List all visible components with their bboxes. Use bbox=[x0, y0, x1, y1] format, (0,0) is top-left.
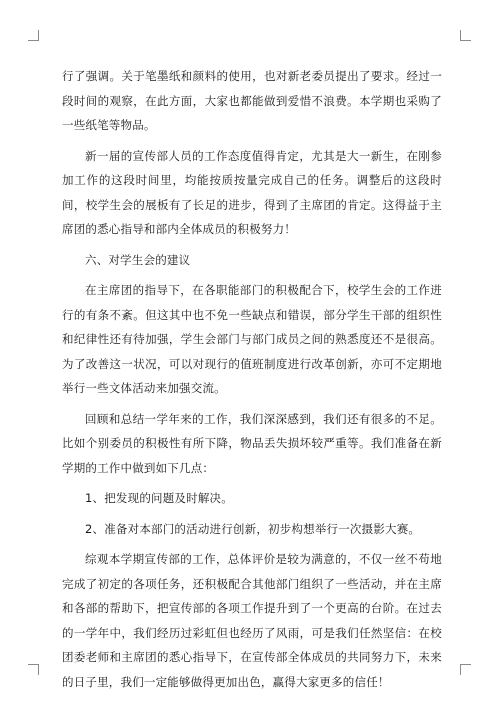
paragraph-review: 回顾和总结一学年来的工作，我们深深感到，我们还有很多的不足。比如个别委员的积极性有所下降，物品丢失损坏较严重等。我们准备在新学期的工作中做到如下几点： bbox=[62, 411, 442, 475]
list-item-2: 2、准备对本部门的活动进行创新，初步构想举行一次摄影大赛。 bbox=[85, 521, 421, 536]
document-body bbox=[62, 64, 442, 700]
section-heading-suggestions: 六、对学生会的建议 bbox=[85, 252, 191, 267]
list-item-1: 1、把发现的问题及时解决。 bbox=[85, 491, 233, 505]
paragraph-suggestions: 在主席团的指导下，在各职能部门的积极配合下，校学生会的工作进行的有条不紊。但这其中也不免一些缺点和错误，部分学生干部的组织性和纪律性还有待加强，学生会部门与部门成员之间的熟悉度还不是很高。为了改善这一状况，可以对现行的值班制度进行改革创新，亦可不定期地举行一些文体活动来加强交流。 bbox=[62, 283, 442, 395]
crop-mark-bottom-right bbox=[460, 664, 471, 675]
paragraph-continued-intro: 行了强调。关于笔墨纸和颜料的使用，也对新老委员提出了要求。经过一段时间的观察，在此方面，大家也都能做到爱惜不浪费。本学期也采购了一些纸笔等物品。 bbox=[62, 69, 442, 132]
crop-mark-bottom-left bbox=[28, 664, 39, 675]
crop-mark-top-right bbox=[460, 30, 471, 41]
crop-mark-top-left bbox=[28, 30, 39, 41]
paragraph-staff-attitude: 新一届的宣传部人员的工作态度值得肯定，尤其是大一新生，在刚参加工作的这段时间里，均能按质按量完成自己的任务。调整后的这段时间，校学生会的展板有了长足的进步，得到了主席团的肯定。这得益于主席团的悉心指导和部内全体成员的积极努力！ bbox=[62, 148, 442, 236]
paragraph-conclusion: 综观本学期宣传部的工作，总体评价是较为满意的，不仅一丝不苟地完成了初定的各项任务，还积极配合其他部门组织了一些活动，并在主席和各部的帮助下，把宣传部的各项工作提升到了一个更高的台阶。在过去的一学年中，我们经历过彩虹但也经历了风雨，可是我们任然坚信：在校团委老师和主席团的悉心指导下，在宣传部全体成员的共同努力下，未来的日子里，我们一定能够做得更加出色，赢得大家更多的信任！ bbox=[62, 552, 442, 689]
